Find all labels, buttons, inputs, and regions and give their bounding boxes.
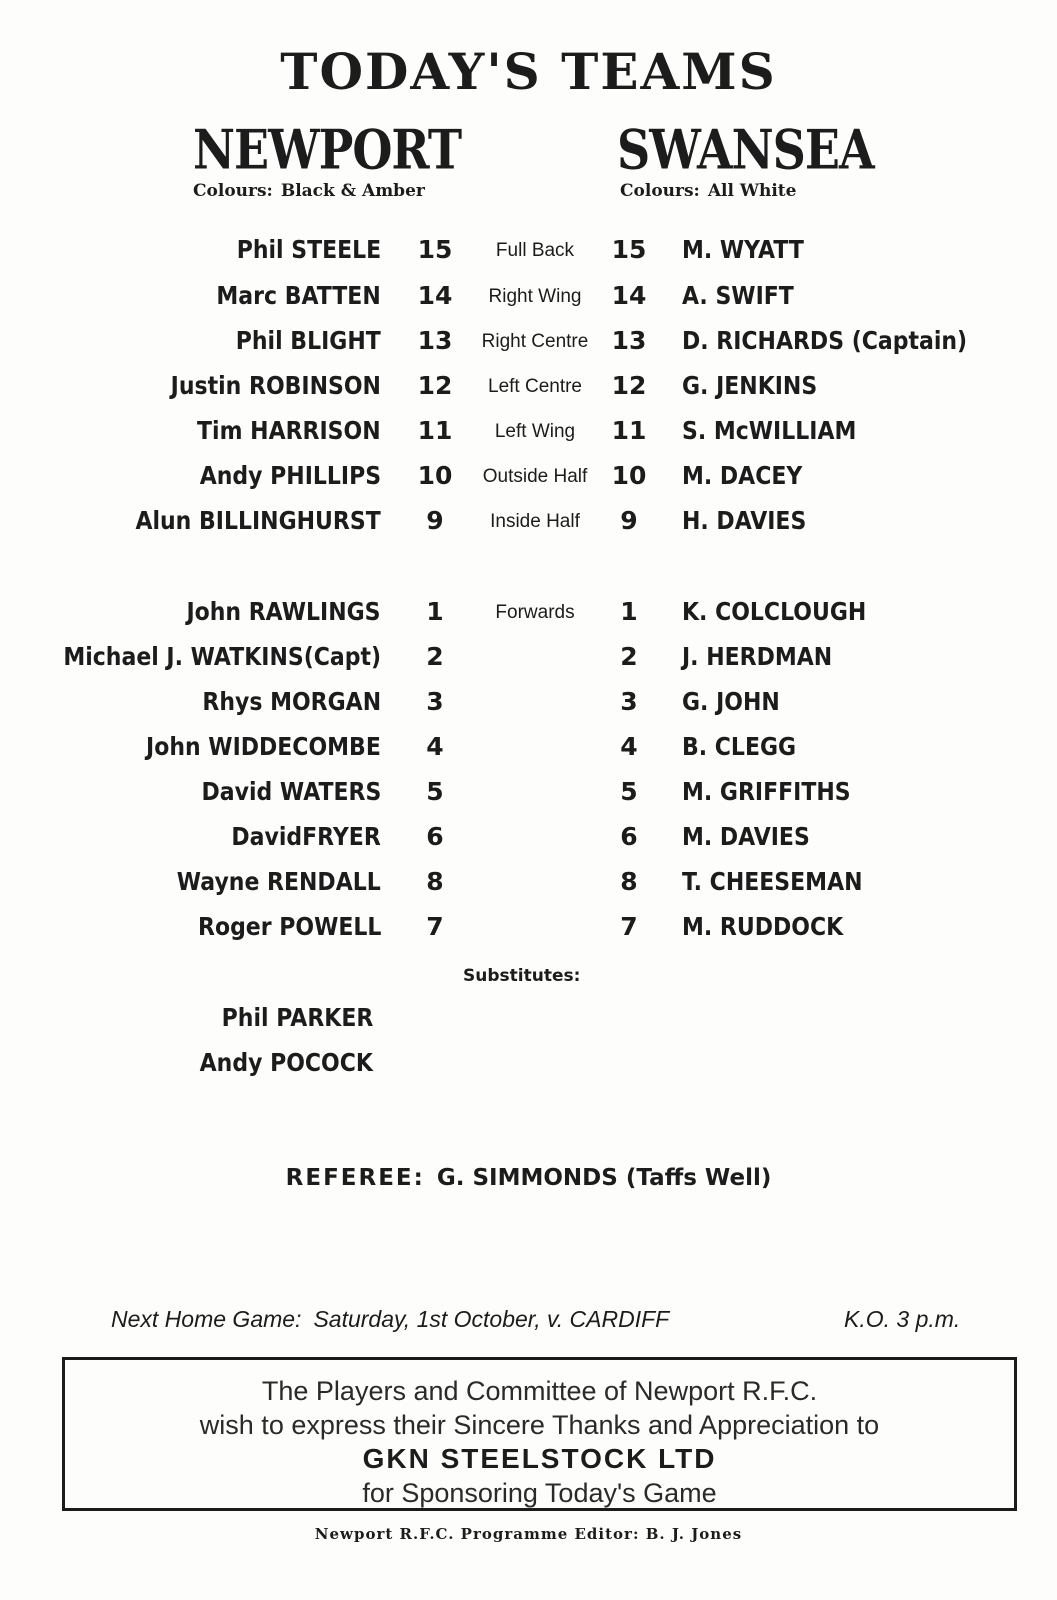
away-player: G. JENKINS bbox=[682, 371, 818, 400]
home-player: Phil BLIGHT bbox=[236, 326, 381, 355]
page-title: TODAY'S TEAMS bbox=[280, 42, 777, 101]
lineup-row bbox=[0, 912, 1057, 952]
home-number: 12 bbox=[417, 371, 453, 400]
referee-line bbox=[0, 1165, 1057, 1191]
away-number: 4 bbox=[620, 732, 638, 761]
next-game-label: Next Home Game: bbox=[111, 1306, 302, 1332]
home-team-name: NEWPORT bbox=[193, 118, 462, 182]
home-number: 14 bbox=[417, 281, 453, 310]
sponsor-box bbox=[62, 1357, 1017, 1511]
home-player: Justin ROBINSON bbox=[170, 371, 381, 400]
away-player: B. CLEGG bbox=[682, 732, 797, 761]
home-number: 15 bbox=[417, 235, 453, 264]
away-player: T. CHEESEMAN bbox=[682, 867, 863, 896]
home-player: Phil STEELE bbox=[236, 235, 381, 264]
home-player: Rhys MORGAN bbox=[202, 687, 381, 716]
away-number: 14 bbox=[611, 281, 647, 310]
away-player: M. DAVIES bbox=[682, 822, 810, 851]
lineup-row bbox=[0, 732, 1057, 772]
programme-editor: Newport R.F.C. Programme Editor: B. J. Jones bbox=[314, 1525, 743, 1543]
home-player: Alun BILLINGHURST bbox=[135, 506, 381, 535]
away-player: A. SWIFT bbox=[682, 281, 794, 310]
lineup-row bbox=[0, 416, 1057, 456]
away-number: 6 bbox=[620, 822, 638, 851]
substitute-player: Phil PARKER bbox=[221, 1003, 373, 1032]
home-number: 10 bbox=[417, 461, 453, 490]
lineup-row bbox=[0, 326, 1057, 366]
sponsor-line-1: The Players and Committee of Newport R.F.C. bbox=[261, 1376, 818, 1406]
home-number: 9 bbox=[426, 506, 444, 535]
lineup-row bbox=[0, 371, 1057, 411]
home-colours bbox=[193, 181, 425, 201]
kickoff-time: K.O. 3 p.m. bbox=[844, 1306, 961, 1332]
position-label: Left Wing bbox=[494, 421, 576, 442]
position-label: Left Centre bbox=[488, 376, 582, 397]
home-player: Roger POWELL bbox=[197, 912, 381, 941]
lineup-row bbox=[0, 777, 1057, 817]
home-number: 13 bbox=[417, 326, 453, 355]
away-player: D. RICHARDS (Captain) bbox=[682, 326, 968, 355]
home-colours-value: Black & Amber bbox=[280, 181, 425, 201]
home-number: 5 bbox=[426, 777, 444, 806]
position-label: Right Centre bbox=[481, 331, 589, 352]
home-player: Tim HARRISON bbox=[197, 416, 381, 445]
away-player: M. DACEY bbox=[682, 461, 803, 490]
home-player: DavidFRYER bbox=[231, 822, 381, 851]
home-number: 8 bbox=[426, 867, 444, 896]
lineup-row bbox=[0, 867, 1057, 907]
sponsor-line-2: wish to express their Sincere Thanks and Appreciation to bbox=[199, 1410, 880, 1440]
away-number: 11 bbox=[611, 416, 647, 445]
home-number: 4 bbox=[426, 732, 444, 761]
lineup-row bbox=[0, 642, 1057, 682]
position-label: Inside Half bbox=[490, 511, 580, 532]
position-label: Right Wing bbox=[488, 286, 582, 307]
referee-name: G. SIMMONDS (Taffs Well) bbox=[436, 1165, 772, 1191]
lineup-row bbox=[0, 597, 1057, 637]
substitute-player: Andy POCOCK bbox=[199, 1048, 373, 1077]
lineup-row bbox=[0, 506, 1057, 546]
lineup-row bbox=[0, 281, 1057, 321]
home-player: John RAWLINGS bbox=[186, 597, 381, 626]
away-number: 2 bbox=[620, 642, 638, 671]
away-colours-value: All White bbox=[707, 181, 797, 201]
away-player: S. McWILLIAM bbox=[682, 416, 857, 445]
away-player: M. WYATT bbox=[682, 235, 804, 264]
away-colours bbox=[620, 181, 796, 201]
sponsor-company: GKN STEELSTOCK LTD bbox=[362, 1443, 717, 1474]
away-number: 13 bbox=[611, 326, 647, 355]
home-number: 1 bbox=[426, 597, 444, 626]
away-number: 3 bbox=[620, 687, 638, 716]
position-label: Outside Half bbox=[482, 466, 588, 487]
position-label: Forwards bbox=[495, 602, 575, 623]
home-player: Michael J. WATKINS(Capt) bbox=[63, 642, 381, 671]
home-player: Andy PHILLIPS bbox=[199, 461, 381, 490]
lineup-row bbox=[0, 822, 1057, 862]
home-number: 2 bbox=[426, 642, 444, 671]
away-player: G. JOHN bbox=[682, 687, 780, 716]
lineup-row bbox=[0, 687, 1057, 727]
away-player: J. HERDMAN bbox=[682, 642, 833, 671]
away-number: 5 bbox=[620, 777, 638, 806]
sponsor-line-3: for Sponsoring Today's Game bbox=[362, 1478, 717, 1508]
away-player: K. COLCLOUGH bbox=[682, 597, 867, 626]
referee-label: REFEREE: bbox=[285, 1165, 425, 1191]
away-number: 8 bbox=[620, 867, 638, 896]
away-colours-label: Colours: bbox=[620, 181, 700, 201]
home-number: 7 bbox=[426, 912, 444, 941]
home-player: John WIDDECOMBE bbox=[146, 732, 381, 761]
home-number: 6 bbox=[426, 822, 444, 851]
lineup-row bbox=[0, 235, 1057, 275]
home-number: 11 bbox=[417, 416, 453, 445]
away-number: 15 bbox=[611, 235, 647, 264]
away-player: H. DAVIES bbox=[682, 506, 807, 535]
away-number: 10 bbox=[611, 461, 647, 490]
away-player: M. GRIFFITHS bbox=[682, 777, 851, 806]
home-player: Marc BATTEN bbox=[216, 281, 381, 310]
away-number: 1 bbox=[620, 597, 638, 626]
away-number: 12 bbox=[611, 371, 647, 400]
lineup-row bbox=[0, 461, 1057, 501]
next-home-game bbox=[111, 1306, 669, 1333]
away-player: M. RUDDOCK bbox=[682, 912, 844, 941]
position-label: Full Back bbox=[495, 240, 575, 261]
away-number: 9 bbox=[620, 506, 638, 535]
away-number: 7 bbox=[620, 912, 638, 941]
substitutes-label: Substitutes: bbox=[463, 966, 581, 986]
next-game-details: Saturday, 1st October, v. CARDIFF bbox=[313, 1306, 670, 1332]
home-number: 3 bbox=[426, 687, 444, 716]
home-player: David WATERS bbox=[201, 777, 381, 806]
home-colours-label: Colours: bbox=[193, 181, 273, 201]
home-player: Wayne RENDALL bbox=[177, 867, 381, 896]
away-team-name: SWANSEA bbox=[617, 118, 874, 182]
